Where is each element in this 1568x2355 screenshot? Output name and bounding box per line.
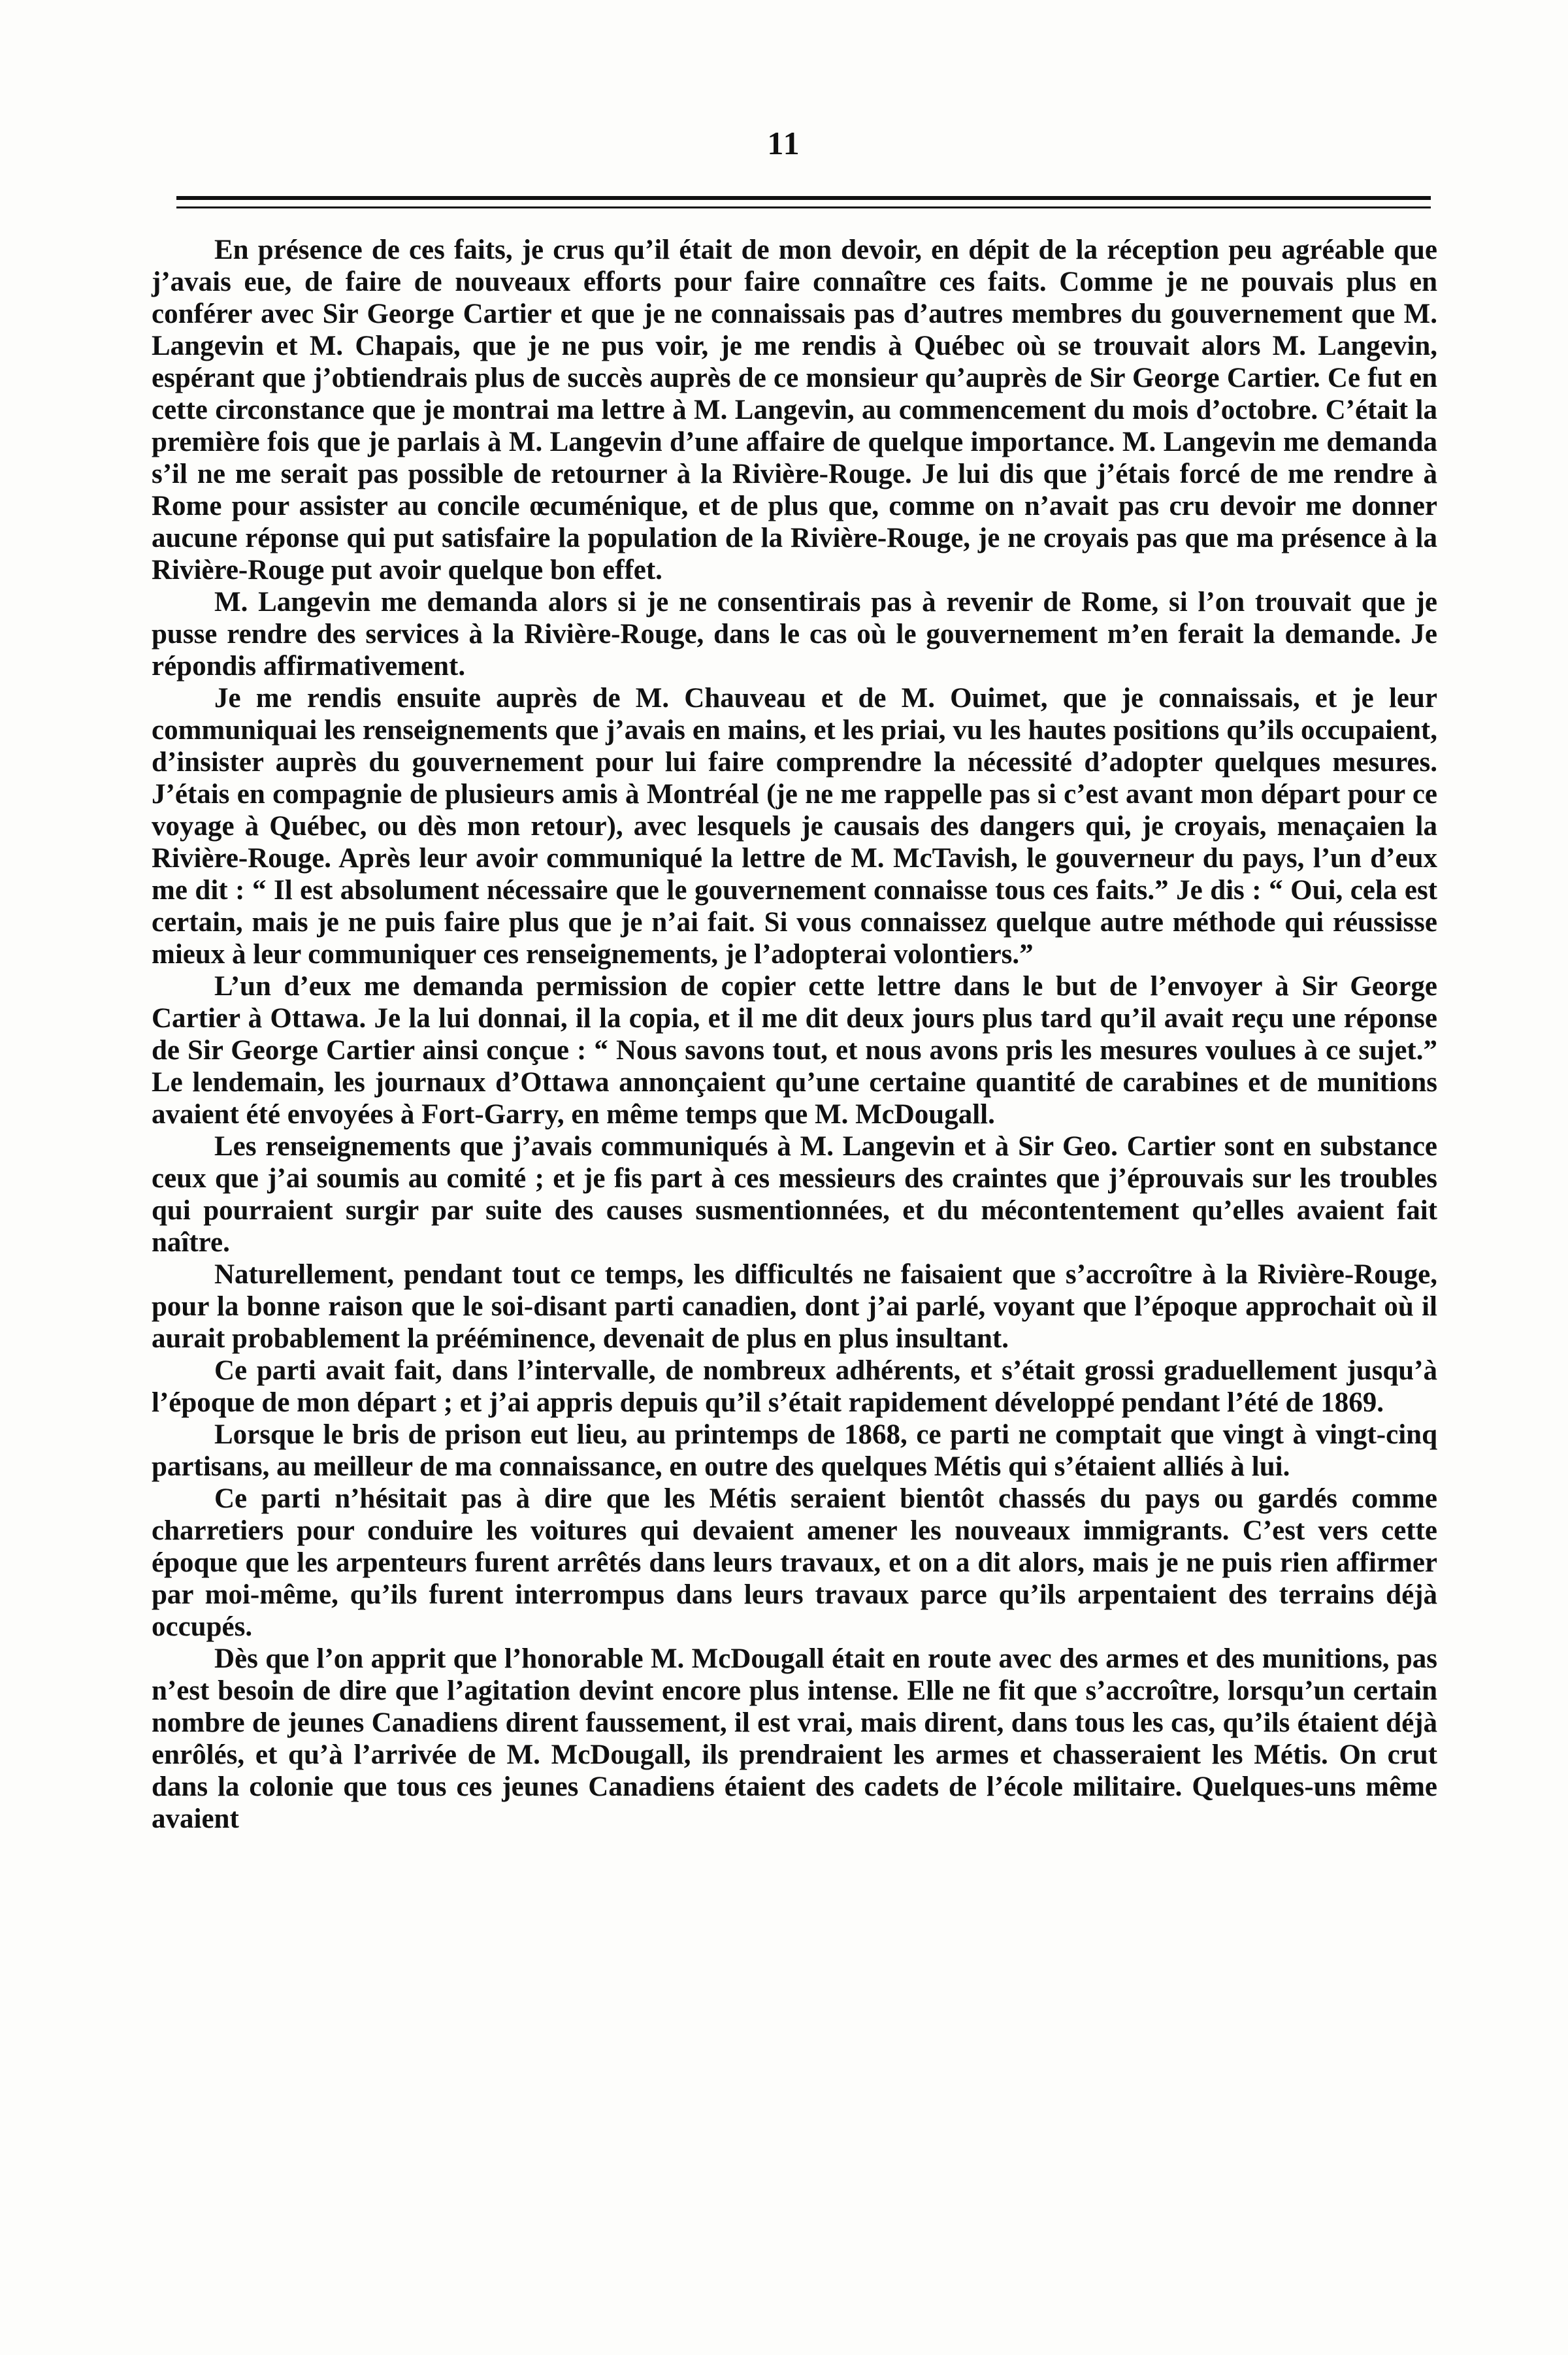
paragraph: Ce parti avait fait, dans l’intervalle, de nombreux adhérents, et s’était grossi graduellement jusqu’à l’époque de mon départ ; et j’ai appris depuis qu’il s’était rapidement développé pendant l’été de 1869. bbox=[152, 1355, 1437, 1418]
paragraph: L’un d’eux me demanda permission de copier cette lettre dans le but de l’envoyer à Sir George Cartier à Ottawa. Je la lui donnai, il la copia, et il me dit deux jours plus tard qu’il avait reçu une réponse de Sir George Cartier ainsi conçue : “ Nous savons tout, et nous avons pris les mesures voulues à ce sujet.” Le lendemain, les journaux d’Ottawa annonçaient qu’une certaine quantité de carabines et de munitions avaient été envoyées à Fort-Garry, en même temps que M. McDougall. bbox=[152, 971, 1437, 1130]
paragraph: M. Langevin me demanda alors si je ne consentirais pas à revenir de Rome, si l’on trouvait que je pusse rendre des services à la Rivière-Rouge, dans le cas où le gouvernement m’en ferait la demande. Je répondis affirmativement. bbox=[152, 587, 1437, 682]
header-rule-thick bbox=[176, 196, 1431, 200]
body-text bbox=[152, 234, 1437, 1835]
paragraph: Ce parti n’hésitait pas à dire que les Métis seraient bientôt chassés du pays ou gardés comme charretiers pour conduire les voitures qui devaient amener les nouveaux immigrants. C’est vers cette époque que les arpenteurs furent arrêtés dans leurs travaux, et on a dit alors, mais je ne puis rien affirmer par moi-même, qu’ils furent interrompus dans leurs travaux parce qu’ils arpentaient des terrains déjà occupés. bbox=[152, 1483, 1437, 1642]
paragraph: Naturellement, pendant tout ce temps, les difficultés ne faisaient que s’accroître à la Rivière-Rouge, pour la bonne raison que le soi-disant parti canadien, dont j’ai parlé, voyant que l’époque approchait où il aurait probablement la prééminence, devenait de plus en plus insultant. bbox=[152, 1259, 1437, 1354]
paragraph: Les renseignements que j’avais communiqués à M. Langevin et à Sir Geo. Cartier sont en substance ceux que j’ai soumis au comité ; et je fis part à ces messieurs des craintes que j’éprouvais sur les troubles qui pourraient surgir par suite des causes susmentionnées, et du mécontentement qu’elles avaient fait naître. bbox=[152, 1131, 1437, 1258]
paragraph: Je me rendis ensuite auprès de M. Chauveau et de M. Ouimet, que je connaissais, et je leur communiquai les renseignements que j’avais en mains, et les priai, vu les hautes positions qu’ils occupaient, d’insister auprès du gouvernement pour lui faire comprendre la nécessité d’adopter quelques mesures. J’étais en compagnie de plusieurs amis à Montréal (je ne me rappelle pas si c’est avant mon départ pour ce voyage à Québec, ou dès mon retour), avec lesquels je causais des dangers qui, je croyais, menaçaien la Rivière-Rouge. Après leur avoir communiqué la lettre de M. McTavish, le gouverneur du pays, l’un d’eux me dit : “ Il est absolument nécessaire que le gouvernement connaisse tous ces faits.” Je dis : “ Oui, cela est certain, mais je ne puis faire plus que je n’ai fait. Si vous connaissez quelque autre méthode qui réussisse mieux à leur communiquer ces renseignements, je l’adopterai volontiers.” bbox=[152, 683, 1437, 970]
paragraph: Dès que l’on apprit que l’honorable M. McDougall était en route avec des armes et des munitions, pas n’est besoin de dire que l’agitation devint encore plus intense. Elle ne fit que s’accroître, lorsqu’un certain nombre de jeunes Canadiens dirent faussement, il est vrai, mais dirent, dans tous les cas, qu’ils étaient déjà enrôlés, et qu’à l’arrivée de M. McDougall, ils prendraient les armes et chasseraient les Métis. On crut dans la colonie que tous ces jeunes Canadiens étaient des cadets de l’école militaire. Quelques-uns même avaient bbox=[152, 1643, 1437, 1834]
paragraph: Lorsque le bris de prison eut lieu, au printemps de 1868, ce parti ne comptait que vingt à vingt-cinq partisans, au meilleur de ma connaissance, en outre des quelques Métis qui s’étaient alliés à lui. bbox=[152, 1419, 1437, 1482]
page-number: 11 bbox=[767, 125, 801, 161]
header-rule-thin bbox=[176, 206, 1431, 208]
paragraph: En présence de ces faits, je crus qu’il était de mon devoir, en dépit de la réception peu agréable que j’avais eue, de faire de nouveaux efforts pour faire connaître ces faits. Comme je ne pouvais plus en conférer avec Sir George Cartier et que je ne connaissais pas d’autres membres du gouvernement que M. Langevin et M. Chapais, que je ne pus voir, je me rendis à Québec où se trouvait alors M. Langevin, espérant que j’obtiendrais plus de succès auprès de ce monsieur qu’auprès de Sir George Cartier. Ce fut en cette circonstance que je montrai ma lettre à M. Langevin, au commencement du mois d’octobre. C’était la première fois que je parlais à M. Langevin d’une affaire de quelque importance. M. Langevin me demanda s’il ne me serait pas possible de retourner à la Rivière-Rouge. Je lui dis que j’étais forcé de me rendre à Rome pour assister au concile œcuménique, et de plus que, comme on n’avait pas cru devoir me donner aucune réponse qui put satisfaire la population de la Rivière-Rouge, je ne croyais pas que ma présence à la Rivière-Rouge put avoir quelque bon effet. bbox=[152, 235, 1437, 585]
